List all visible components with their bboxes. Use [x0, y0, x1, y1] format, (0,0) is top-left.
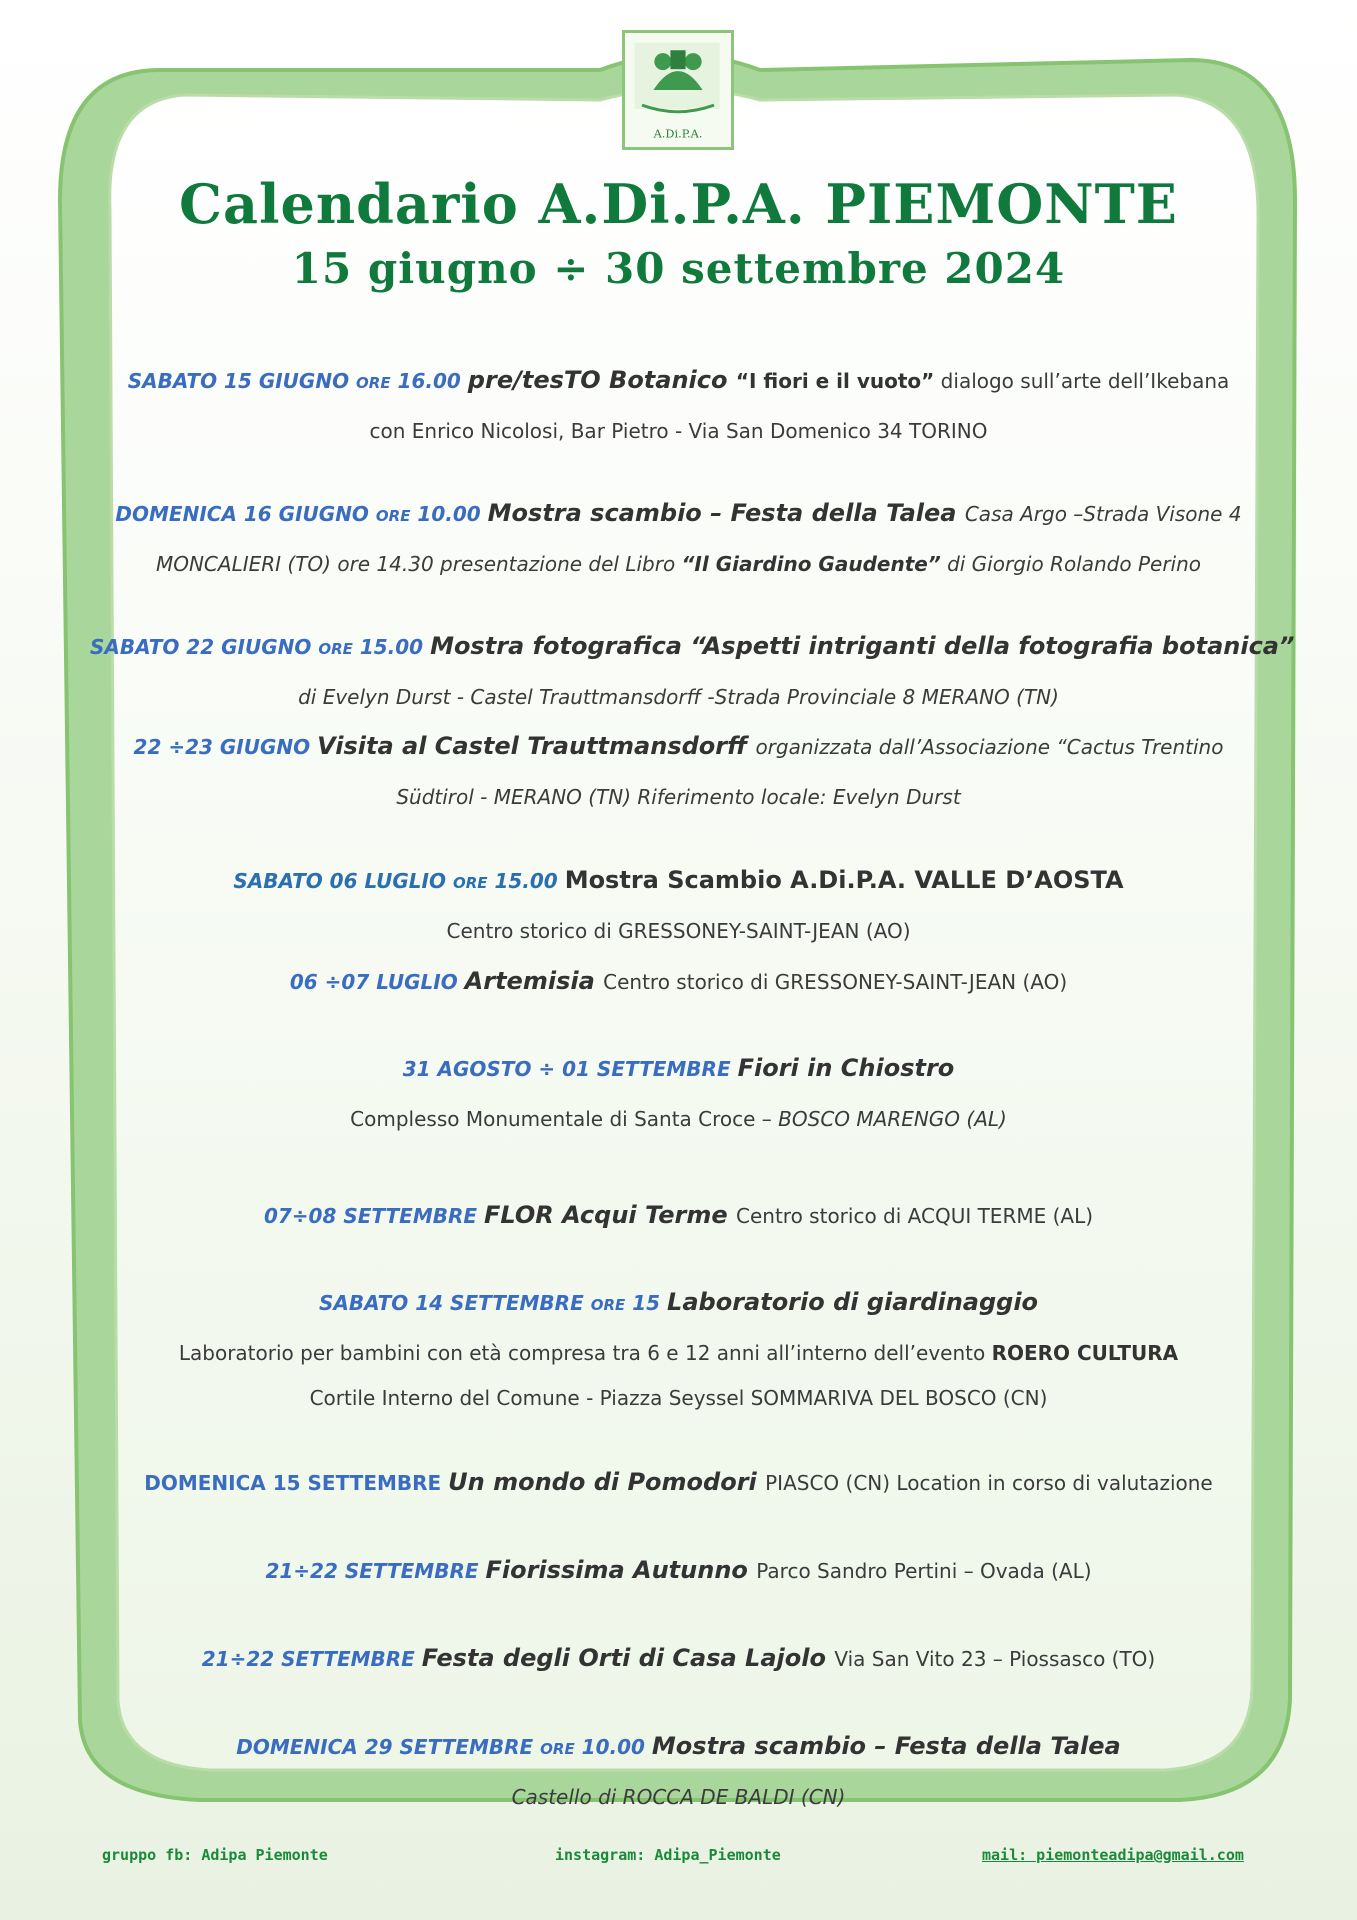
event-line [90, 631, 1295, 664]
event-date: 21÷22 SETTEMBRE [265, 1559, 486, 1583]
event-name: Mostra Scambio A.Di.P.A. VALLE D’AOSTA [564, 866, 1124, 894]
event-desc: organizzata dall’Associazione “Cactus Trentino [755, 735, 1224, 759]
event-line [90, 549, 1267, 579]
event-name: Un mondo di Pomodori [448, 1468, 766, 1496]
event-location: BOSCO MARENGO (AL) [778, 1107, 1007, 1131]
event-date: DOMENICA 29 SETTEMBRE [236, 1735, 541, 1759]
event-desc: Centro storico di GRESSONEY-SAINT-JEAN (AO) [603, 970, 1068, 994]
event-ore: ORE [356, 374, 391, 392]
event-name: Mostra scambio – Festa della Talea [651, 1732, 1121, 1760]
page-title: Calendario A.Di.P.A. PIEMONTE [179, 172, 1178, 236]
event-details: Centro storico di GRESSONEY-SAINT-JEAN (AO) [446, 919, 911, 943]
event-date: 31 AGOSTO ÷ 01 SETTEMBRE [402, 1057, 738, 1081]
event-line [90, 1104, 1267, 1134]
event-line [90, 966, 1267, 997]
event-name: pre/tesTO Botanico [467, 366, 736, 394]
event-date: DOMENICA 15 SETTEMBRE [144, 1471, 449, 1495]
event-details: Cortile Interno del Comune - Piazza Seyssel SOMMARIVA DEL BOSCO (CN) [309, 1386, 1048, 1410]
event-date: 22 ÷23 GIUGNO [133, 735, 318, 759]
event-desc: Via San Vito 23 – Piossasco (TO) [834, 1647, 1156, 1671]
page-subtitle: 15 giugno ÷ 30 settembre 2024 [291, 244, 1066, 293]
event-name: Fiori in Chiostro [737, 1054, 955, 1082]
event-line [90, 1200, 1267, 1231]
event-line [90, 1643, 1267, 1674]
event-line [90, 731, 1267, 762]
event-name: Mostra scambio – Festa della Talea [487, 499, 965, 527]
event-name: Laboratorio di giardinaggio [667, 1288, 1039, 1316]
event-ore: ORE [375, 507, 411, 525]
event-line [90, 1731, 1267, 1764]
event-line [90, 1383, 1267, 1413]
event-time: 15.00 [352, 635, 431, 659]
event-details: Südtirol - MERANO (TN) Riferimento locale: Evelyn Durst [396, 785, 961, 809]
event-name: Fiorissima Autunno [485, 1556, 757, 1584]
logo-text: A.Di.P.A. [653, 126, 703, 141]
event-desc: Centro storico di ACQUI TERME (AL) [736, 1204, 1094, 1228]
event-details: Complesso Monumentale di Santa Croce – [350, 1107, 779, 1131]
event-date: SABATO 06 LUGLIO [233, 869, 453, 893]
event-time: 15.00 [487, 869, 565, 893]
event-quote: “I fiori e il vuoto” [735, 369, 935, 393]
event-time: 15 [625, 1291, 668, 1315]
event-line [90, 1338, 1267, 1368]
event-ore: ORE [540, 1740, 575, 1758]
event-date: SABATO 22 GIUGNO [90, 635, 319, 659]
event-desc: Casa Argo –Strada Visone 4 [964, 502, 1242, 526]
event-line [90, 365, 1267, 398]
event-name: Artemisia [464, 967, 604, 995]
footer-facebook: gruppo fb: Adipa Piemonte [102, 1846, 328, 1864]
event-line [90, 916, 1267, 946]
event-desc: PIASCO (CN) Location in corso di valutazione [765, 1471, 1213, 1495]
event-highlight: ROERO CULTURA [991, 1341, 1179, 1365]
event-date: 07÷08 SETTEMBRE [263, 1204, 484, 1228]
event-desc: Parco Sandro Pertini – Ovada (AL) [756, 1559, 1092, 1583]
event-time: 10.00 [410, 502, 488, 526]
event-name: Mostra fotografica “Aspetti intriganti della fotografia botanica” [430, 632, 1295, 660]
event-name: Visita al Castel Trauttmansdorff [317, 732, 756, 760]
book-title: “Il Giardino Gaudente” [681, 552, 941, 576]
event-line [90, 416, 1267, 446]
event-ore: ORE [318, 640, 353, 658]
event-line [90, 498, 1267, 531]
event-time: 16.00 [390, 369, 468, 393]
event-details: Laboratorio per bambini con età compresa tra 6 e 12 anni all’interno dell’evento [178, 1341, 992, 1365]
event-details: di Giorgio Rolando Perino [940, 552, 1202, 576]
event-desc: dialogo sull’arte dell’Ikebana [934, 369, 1230, 393]
event-details: con Enrico Nicolosi, Bar Pietro - Via San Domenico 34 TORINO [369, 419, 988, 443]
event-line [90, 1555, 1267, 1586]
event-date: DOMENICA 16 GIUGNO [115, 502, 376, 526]
event-line [90, 682, 1267, 712]
event-line [90, 782, 1267, 812]
footer-instagram: instagram: Adipa_Piemonte [555, 1846, 781, 1864]
event-date: 21÷22 SETTEMBRE [201, 1647, 422, 1671]
event-name: Festa degli Orti di Casa Lajolo [421, 1644, 835, 1672]
event-line [90, 865, 1267, 898]
footer-mail-link[interactable]: mail: piemonteadipa@gmail.com [982, 1846, 1244, 1864]
event-details: MONCALIERI (TO) ore 14.30 presentazione del Libro [155, 552, 682, 576]
event-details: di Evelyn Durst - Castel Trauttmansdorff -Strada Provinciale 8 MERANO (TN) [298, 685, 1059, 709]
event-line [90, 1467, 1267, 1498]
event-line [90, 1287, 1267, 1320]
event-list [90, 0, 1295, 1920]
event-date: 06 ÷07 LUGLIO [289, 970, 465, 994]
event-details: Castello di ROCCA DE BALDI (CN) [511, 1785, 846, 1809]
event-line [90, 1782, 1267, 1812]
event-ore: ORE [590, 1296, 626, 1314]
event-date: SABATO 15 GIUGNO [127, 369, 357, 393]
event-name: FLOR Acqui Terme [484, 1201, 737, 1229]
event-line [90, 1053, 1267, 1084]
event-time: 10.00 [574, 1735, 652, 1759]
event-date: SABATO 14 SETTEMBRE [318, 1291, 591, 1315]
event-ore: ORE [452, 874, 488, 892]
